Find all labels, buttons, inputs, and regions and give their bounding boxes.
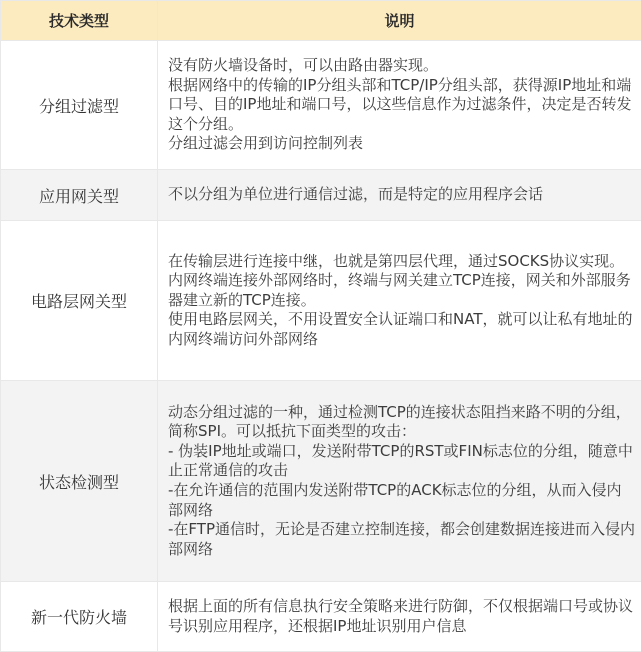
header-description: 说明 bbox=[158, 1, 641, 41]
description-line: 分组过滤会用到访问控制列表 bbox=[168, 134, 635, 154]
description-line: 动态分组过滤的一种，通过检测TCP的连接状态阻挡来路不明的分组，简称SPI。可以抵抗下面类型的攻击： bbox=[168, 403, 635, 442]
table-row bbox=[1, 582, 641, 652]
description-cell bbox=[158, 221, 641, 381]
type-cell: 新一代防火墙 bbox=[1, 582, 158, 652]
description-line: 内网终端连接外部网络时，终端与网关建立TCP连接，网关和外部服务器建立新的TCP连接。 bbox=[168, 271, 635, 310]
description-cell bbox=[158, 170, 641, 221]
description-line: 根据上面的所有信息执行安全策略来进行防御，不仅根据端口号或协议号识别应用程序，还根据IP地址识别用户信息 bbox=[168, 597, 635, 636]
description-line: 不以分组为单位进行通信过滤，而是特定的应用程序会话 bbox=[168, 185, 635, 205]
type-cell: 状态检测型 bbox=[1, 381, 158, 582]
description-line: -在允许通信的范围内发送附带TCP的ACK标志位的分组，从而入侵内部网络 bbox=[168, 481, 635, 520]
table-row bbox=[1, 381, 641, 582]
table-header-row bbox=[1, 1, 641, 41]
table-row bbox=[1, 170, 641, 221]
table-row bbox=[1, 221, 641, 381]
table-row bbox=[1, 41, 641, 170]
description-line: 没有防火墙设备时，可以由路由器实现。 bbox=[168, 56, 635, 76]
description-cell bbox=[158, 582, 641, 652]
type-cell: 电路层网关型 bbox=[1, 221, 158, 381]
type-cell: 应用网关型 bbox=[1, 170, 158, 221]
description-line: 在传输层进行连接中继，也就是第四层代理，通过SOCKS协议实现。 bbox=[168, 252, 635, 272]
description-line: -在FTP通信时，无论是否建立控制连接，都会创建数据连接进而入侵内部网络 bbox=[168, 520, 635, 559]
description-line: - 伪装IP地址或端口，发送附带TCP的RST或FIN标志位的分组，随意中止正常通信的攻击 bbox=[168, 442, 635, 481]
description-line: 根据网络中的传输的IP分组头部和TCP/IP分组头部，获得源IP地址和端口号、目的IP地址和端口号，以这些信息作为过滤条件，决定是否转发这个分组。 bbox=[168, 76, 635, 135]
description-cell bbox=[158, 41, 641, 170]
description-cell bbox=[158, 381, 641, 582]
description-line: 使用电路层网关，不用设置安全认证端口和NAT，就可以让私有地址的内网终端访问外部网络 bbox=[168, 310, 635, 349]
type-cell: 分组过滤型 bbox=[1, 41, 158, 170]
header-tech-type: 技术类型 bbox=[1, 1, 158, 41]
